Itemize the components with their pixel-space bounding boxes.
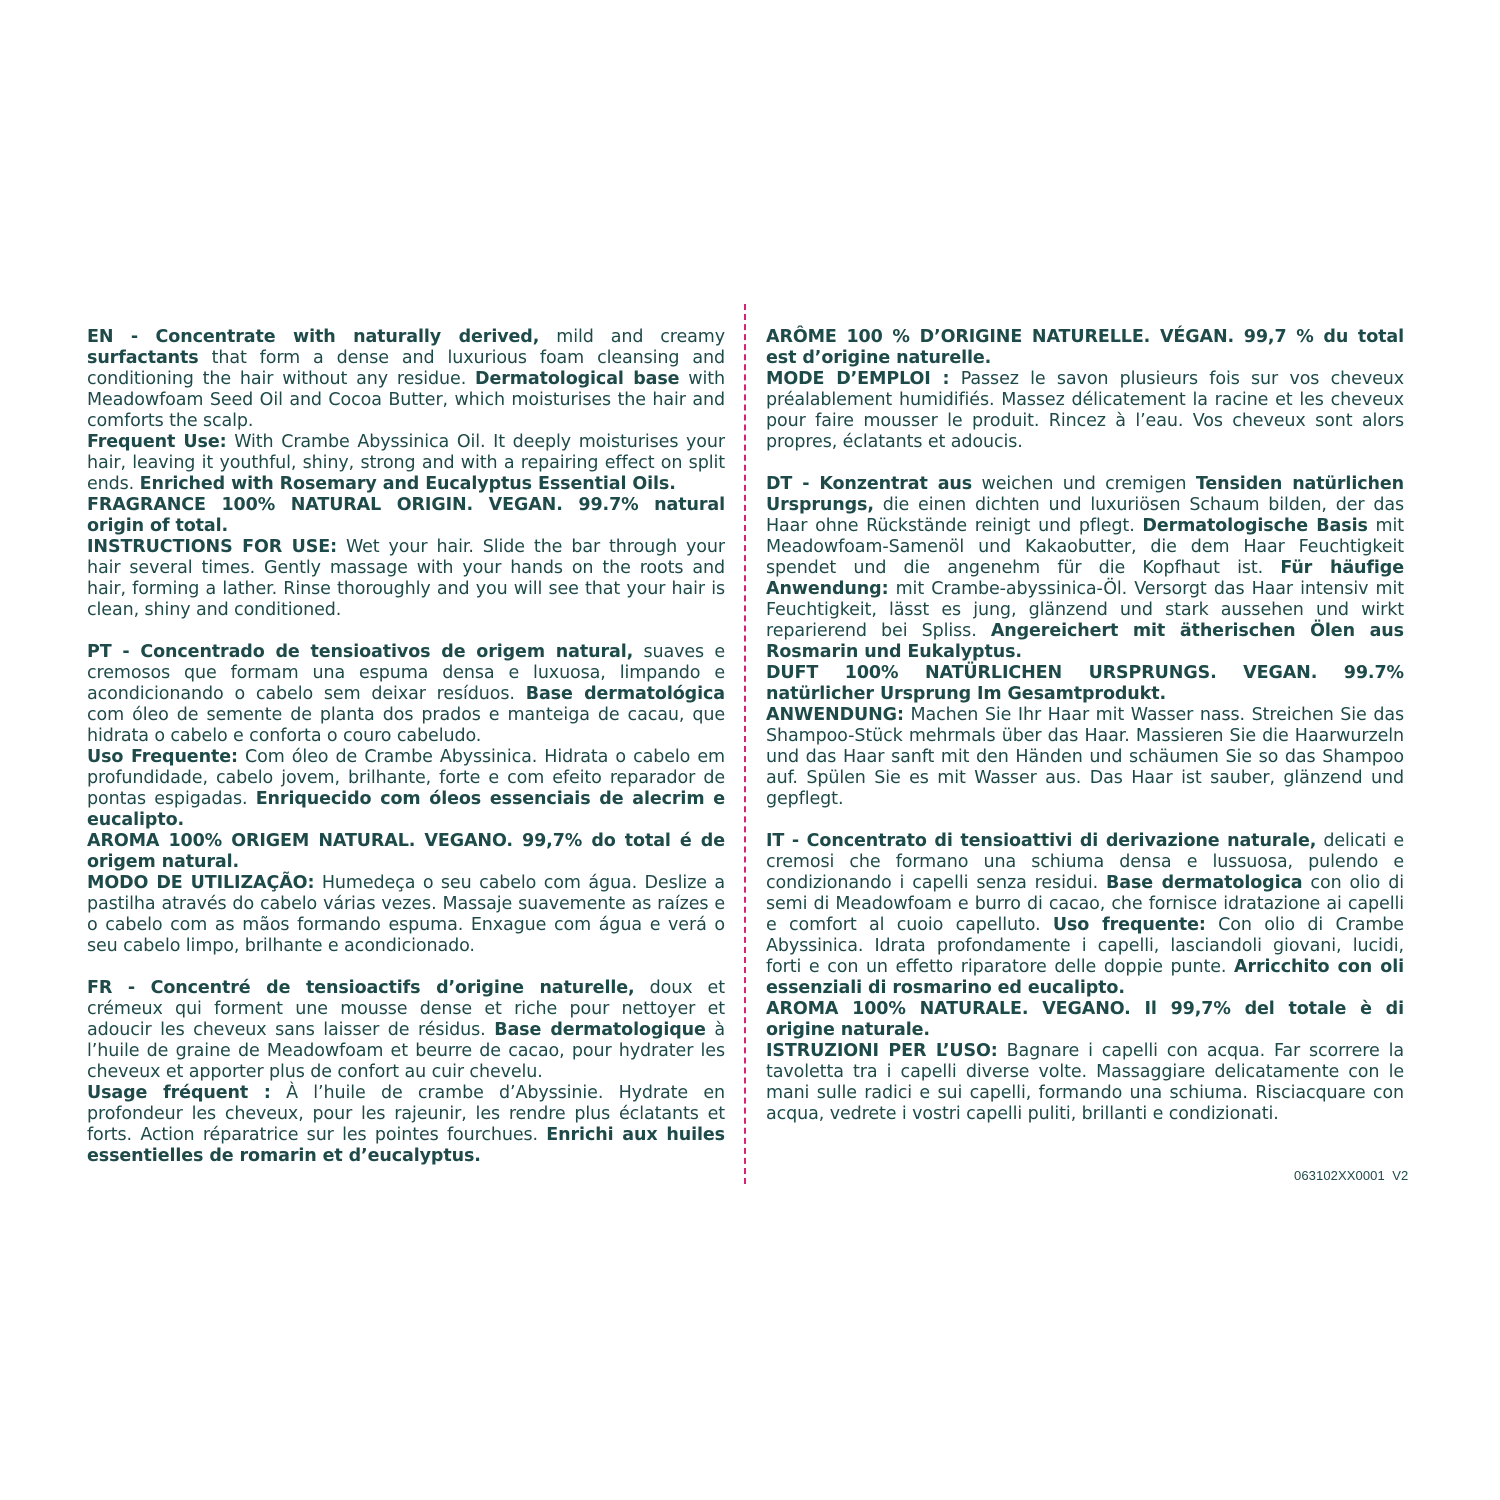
bold-text: AROMA 100% ORIGEM NATURAL. VEGANO. 99,7% do total é de origem natural. [87,831,725,872]
text: mild and creamy [539,327,726,347]
paragraph [766,1041,1404,1125]
bold-text: MODE D’EMPLOI : [766,369,950,389]
text: With Crambe Abyssinica Oil. It deeply moisturises your hair, leaving it youthful, shiny, strong and with a repairing effect on split ends. [87,432,725,494]
bold-text: Dermatologische Basis [1142,516,1368,536]
bold-text: Base dermatologica [1106,873,1303,893]
paragraph [87,747,725,831]
paragraph [87,537,725,621]
text: con olio di semi di Meadowfoam e burro di cacao, che fornisce idratazione ai capelli e comfort al cuoio capelluto. [766,873,1404,935]
text: Machen Sie Ihr Haar mit Wasser nass. Streichen Sie das Shampoo-Stück mehrmals über das Haar. Massieren Sie die Haarwurzeln und das Haar sanft mit den Händen und schäumen Sie so das Shampoo auf. Spülen Sie es mit Wasser aus. Das Haar ist sauber, glänzend und gepflegt. [766,705,1404,809]
bold-text: Base dermatológica [525,684,725,704]
text: À l’huile de crambe d’Abyssinie. Hydrate en profondeur les cheveux, pour les rajeunir, les rendre plus éclatants et forts. Action réparatrice sur les pointes fourchues. [87,1083,725,1145]
bold-text: Für häufige Anwendung: [766,558,1404,599]
section-it [766,831,1404,1125]
left-column [87,327,725,1188]
paragraph [87,495,725,537]
right-column [766,327,1404,1146]
text: that form a dense and luxurious foam cleansing and conditioning the hair without any residue. [87,348,725,389]
bold-text: Arricchito con oli essenziali di rosmarino ed eucalipto. [766,957,1404,998]
bold-text: ANWENDUNG: [766,705,904,725]
section-dt [766,474,1404,810]
bold-text: FRAGRANCE 100% NATURAL ORIGIN. VEGAN. 99.7% natural origin of total. [87,495,725,536]
section-pt [87,642,725,957]
paragraph [87,642,725,747]
text: mit Meadowfoam-Samenöl und Kakaobutter, die dem Haar Feuchtigkeit spendet und die angenehm für die Kopfhaut ist. [766,516,1404,578]
text: Passez le savon plusieurs fois sur vos cheveux préalablement humidifiés. Massez délicatement la racine et les cheveux pour faire mousser le produit. Rincez à l’eau. Vos cheveux sont alors propres, éclatants et adoucis. [766,369,1404,452]
paragraph [87,873,725,957]
product-code: 063102XX0001 V2 [1294,1168,1409,1183]
paragraph [87,432,725,495]
text: suaves e cremosos que formam una espuma densa e luxuosa, limpando e acondicionando o cabelo sem deixar resíduos. [87,642,725,704]
bold-text: DUFT 100% NATÜRLICHEN URSPRUNGS. VEGAN. 99.7% natürlicher Ursprung Im Gesamtprodukt. [766,663,1404,704]
bold-text: Base dermatologique [494,1020,706,1040]
bold-text: surfactants [87,348,199,368]
text: Con olio di Crambe Abyssinica. Idrata profondamente i capelli, lasciandoli giovani, lucidi, forti e con un effetto riparatore delle doppie punte. [766,915,1404,977]
bold-text: Uso Frequente: [87,747,238,767]
text: Humedeça o seu cabelo com água. Deslize a pastilha através do cabelo várias vezes. Massaje suavemente as raízes e o cabelo com as mãos formando espuma. Enxague com água e verá o seu cabelo limpo, brilhante e acondicionado. [87,873,725,956]
bold-text: Enriquecido com óleos essenciais de alecrim e eucalipto. [87,789,726,830]
bold-text: ARÔME 100 % D’ORIGINE NATURELLE. VÉGAN. 99,7 % du total est d’origine naturelle. [766,327,1404,368]
bold-text: PT - Concentrado de tensioativos de origem natural, [87,642,634,662]
text: mit Crambe-abyssinica-Öl. Versorgt das Haar intensiv mit Feuchtigkeit, lässt es jung, glänzend und stark aussehen und wirkt reparierend bei Spliss. [766,579,1404,641]
paragraph [87,831,725,873]
bold-text: Usage fréquent : [87,1083,271,1103]
text: à l’huile de graine de Meadowfoam et beurre de cacao, pour hydrater les cheveux et apporter plus de confort au cuir chevelu. [87,1020,725,1082]
bold-text: Tensiden natürlichen Ursprungs, [766,474,1404,515]
paragraph [766,474,1404,663]
paragraph [766,999,1404,1041]
text: with Meadowfoam Seed Oil and Cocoa Butter, which moisturises the hair and comforts the scalp. [87,369,726,431]
paragraph [87,978,725,1083]
bold-text: FR - Concentré de tensioactifs d’origine naturelle, [87,978,635,998]
bold-text: AROMA 100% NATURALE. VEGANO. Il 99,7% del totale è di origine naturale. [766,999,1404,1040]
bold-text: IT - Concentrato di tensioattivi di derivazione naturale, [766,831,1317,851]
section-fr-continued [766,327,1404,453]
paragraph [766,663,1404,705]
bold-text: EN - Concentrate with naturally derived, [87,327,540,347]
text: weichen und cremigen [972,474,1196,494]
text: delicati e cremosi che formano una schiuma densa e lussuosa, pulendo e condizionando i capelli senza residui. [766,831,1404,893]
column-divider [744,304,746,1184]
text: Com óleo de Crambe Abyssinica. Hidrata o cabelo em profundidade, cabelo jovem, brilhante, forte e com efeito reparador de pontas espigadas. [87,747,725,809]
bold-text: Enriched with Rosemary and Eucalyptus Essential Oils. [139,474,676,494]
text: Bagnare i capelli con acqua. Far scorrere la tavoletta tra i capelli diverse volte. Massaggiare delicatamente con le mani sulle radici e sui capelli, formando una schiuma. Risciacquare con acqua, vedrete i vostri capelli puliti, brillanti e condizionati. [766,1041,1404,1124]
bold-text: Uso frequente: [1052,915,1206,935]
text: die einen dichten und luxuriösen Schaum bilden, der das Haar ohne Rückstände reinigt und pflegt. [766,495,1404,536]
paragraph [87,1083,725,1167]
bold-text: Angereichert mit ätherischen Ölen aus Rosmarin und Eukalyptus. [766,621,1404,662]
bold-text: INSTRUCTIONS FOR USE: [87,537,337,557]
section-fr [87,978,725,1167]
paragraph [766,705,1404,810]
section-en [87,327,725,621]
text: doux et crémeux qui forment une mousse dense et riche pour nettoyer et adoucir les cheveux sans laisser de résidus. [87,978,725,1040]
bold-text: Frequent Use: [87,432,227,452]
paragraph [766,369,1404,453]
text: com óleo de semente de planta dos prados e manteiga de cacau, que hidrata o cabelo e conforta o couro cabeludo. [87,705,725,746]
paragraph [766,831,1404,999]
bold-text: MODO DE UTILIZAÇÃO: [87,873,315,893]
bold-text: DT - Konzentrat aus [766,474,973,494]
bold-text: Enrichi aux huiles essentielles de romarin et d’eucalyptus. [87,1125,726,1166]
bold-text: Dermatological base [475,369,680,389]
text: Wet your hair. Slide the bar through your hair several times. Gently massage with your hands on the roots and hair, forming a lather. Rinse thoroughly and you will see that your hair is clean, shiny and conditioned. [87,537,725,620]
paragraph [87,327,725,432]
bold-text: ISTRUZIONI PER L’USO: [766,1041,998,1061]
paragraph [766,327,1404,369]
